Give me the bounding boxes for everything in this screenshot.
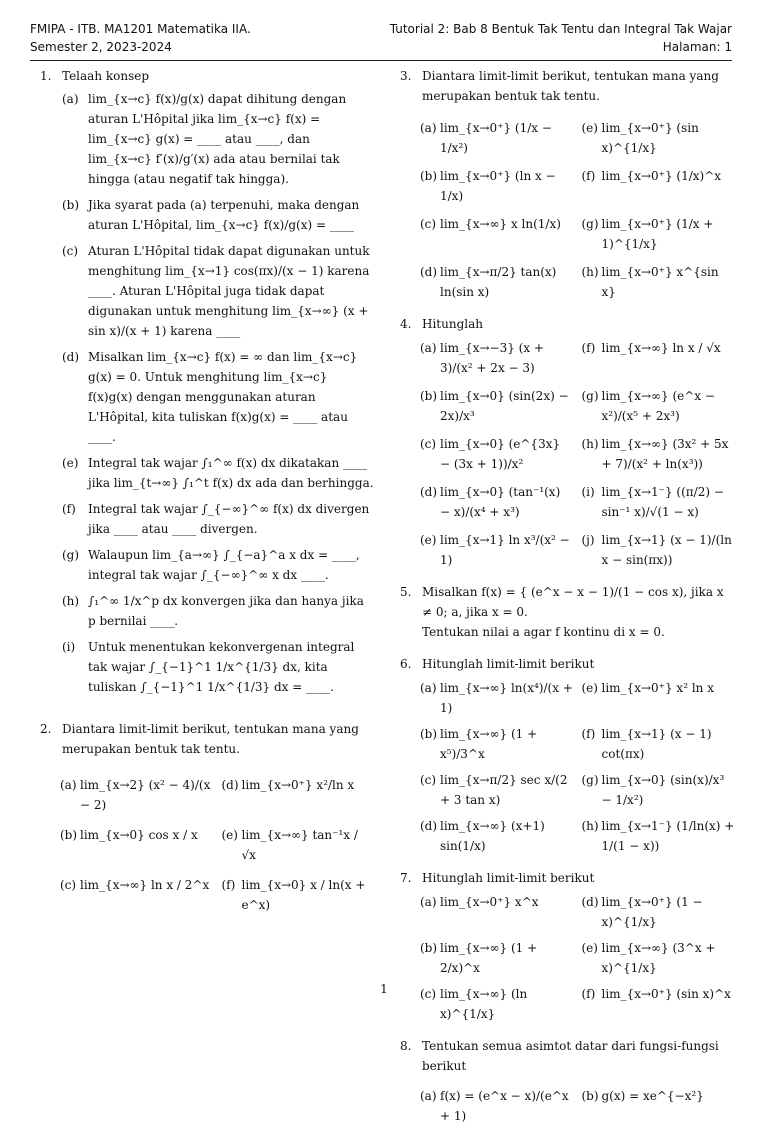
- question-number: 2.: [40, 722, 52, 736]
- limit-grid: [420, 1086, 735, 1126]
- list-item: (d) lim_{x→∞} (x+1) sin(1/x): [420, 819, 545, 853]
- question-1: [40, 66, 375, 697]
- list-item: (f) lim_{x→0} x / ln(x + e^x): [221, 878, 366, 912]
- list-item: (i) lim_{x→1⁻} ((π/2) − sin⁻¹ x)/√(1 − x): [581, 485, 724, 519]
- left-column: [40, 66, 375, 927]
- list-item: (f) Integral tak wajar ∫_{−∞}^∞ f(x) dx divergen jika ____ atau ____ divergen.: [62, 502, 370, 536]
- list-item: (b) lim_{x→0⁺} (ln x − 1/x): [420, 169, 556, 203]
- list-item: (i) Untuk menentukan kekonvergenan integral tak wajar ∫_{−1}^1 1/x^{1/3} dx, kita tuliskan ∫_{−1}^1 1/x^{1/3} dx = ____.: [62, 640, 355, 694]
- page-number: 1: [380, 982, 388, 996]
- list-item: (g) lim_{x→∞} (e^x − x²)/(x⁵ + 2x³): [581, 389, 715, 423]
- header-left: [30, 20, 251, 56]
- question-title: Tentukan semua asimtot datar dari fungsi-fungsi berikut: [422, 1039, 719, 1073]
- limit-grid: [60, 775, 375, 915]
- question-5: [400, 582, 735, 642]
- list-item: (a) lim_{x→0⁺} (1/x − 1/x²): [420, 121, 552, 155]
- list-item: (a) lim_{x→c} f(x)/g(x) dapat dihitung dengan aturan L'Hôpital jika lim_{x→c} f(x) = lim_{x→c} g(x) = ____ atau ____, dan lim_{x→c} f′(x)/g′(x) ada atau bernilai tak hingga (atau negatif tak hingga).: [62, 92, 347, 186]
- limit-grid: [420, 338, 735, 570]
- list-item: (a) f(x) = (e^x − x)/(e^x + 1): [420, 1089, 569, 1123]
- list-item: (c) lim_{x→π/2} sec x/(2 + 3 tan x): [420, 773, 568, 807]
- question-title: Hitunglah: [422, 317, 483, 331]
- list-item: (e) lim_{x→0⁺} (sin x)^{1/x}: [581, 121, 699, 155]
- list-item: (e) lim_{x→0⁺} x² ln x: [581, 681, 714, 695]
- question-6: [400, 654, 735, 856]
- list-item: (f) lim_{x→∞} ln x / √x: [581, 341, 721, 355]
- list-item: (h) ∫₁^∞ 1/x^p dx konvergen jika dan hanya jika p bernilai ____.: [62, 594, 364, 628]
- right-column: [400, 66, 735, 1138]
- list-item: (c) lim_{x→∞} (ln x)^{1/x}: [420, 987, 528, 1021]
- list-item: (a) lim_{x→0⁺} x^x: [420, 895, 539, 909]
- header-right: [390, 20, 732, 56]
- list-item: (h) lim_{x→0⁺} x^{sin x}: [581, 265, 719, 299]
- question-number: 5.: [400, 585, 412, 599]
- question-text: Misalkan f(x) = { (e^x − x − 1)/(1 − cos x), jika x ≠ 0; a, jika x = 0.: [422, 585, 724, 619]
- list-item: (b) g(x) = xe^{−x²}: [581, 1089, 704, 1103]
- question-title: Hitunglah limit-limit berikut: [422, 871, 595, 885]
- course-title: FMIPA - ITB. MA1201 Matematika IIA.: [30, 22, 251, 36]
- limit-grid: [420, 678, 735, 856]
- list-item: (a) lim_{x→−3} (x + 3)/(x² + 2x − 3): [420, 341, 544, 375]
- list-item: (h) lim_{x→1⁻} (1/ln(x) + 1/(1 − x)): [581, 819, 735, 853]
- list-item: (a) lim_{x→∞} ln(x⁴)/(x + 1): [420, 681, 573, 715]
- limit-grid: [420, 892, 735, 1024]
- list-item: (f) lim_{x→0⁺} (1/x)^x: [581, 169, 722, 183]
- semester: Semester 2, 2023-2024: [30, 40, 172, 54]
- question-number: 3.: [400, 69, 412, 83]
- list-item: (j) lim_{x→1} (x − 1)/(ln x − sin(πx)): [581, 533, 732, 567]
- list-item: (e) lim_{x→1} ln x³/(x² − 1): [420, 533, 570, 567]
- list-item: (c) lim_{x→∞} ln x / 2^x: [60, 878, 210, 892]
- list-item: (b) lim_{x→∞} (1 + 2/x)^x: [420, 941, 538, 975]
- question-3: [400, 66, 735, 302]
- list-item: (d) lim_{x→0} (tan⁻¹(x) − x)/(x⁴ + x³): [420, 485, 561, 519]
- list-item: (b) Jika syarat pada (a) terpenuhi, maka dengan aturan L'Hôpital, lim_{x→c} f(x)/g(x) = ____: [62, 198, 360, 232]
- list-item: (c) Aturan L'Hôpital tidak dapat digunakan untuk menghitung lim_{x→1} cos(πx)/(x − 1) karena ____. Aturan L'Hôpital juga tidak dapat digunakan untuk menghitung lim_{x→∞} (x + sin x)/(x + 1) karena ____: [62, 244, 370, 338]
- tutorial-title: Tutorial 2: Bab 8 Bentuk Tak Tentu dan Integral Tak Wajar: [389, 22, 732, 36]
- header-rule: [30, 60, 732, 61]
- list-item: (c) lim_{x→0} (e^{3x} − (3x + 1))/x²: [420, 437, 561, 471]
- list-item: (e) lim_{x→∞} tan⁻¹x / √x: [221, 828, 358, 862]
- question-2: [40, 719, 375, 915]
- page-label: Halaman: 1: [662, 40, 732, 54]
- list-item: (d) Misalkan lim_{x→c} f(x) = ∞ dan lim_{x→c} g(x) = 0. Untuk menghitung lim_{x→c} f(x)g(x) dengan menggunakan aturan L'Hôpital, kita tuliskan f(x)g(x) = ____ atau ____.: [62, 350, 358, 444]
- list-item: (g) lim_{x→0⁺} (1/x + 1)^{1/x}: [581, 217, 714, 251]
- question-title: Diantara limit-limit berikut, tentukan mana yang merupakan bentuk tak tentu.: [422, 69, 719, 103]
- question-title: Hitunglah limit-limit berikut: [422, 657, 595, 671]
- list-item: (b) lim_{x→∞} (1 + x⁵)/3^x: [420, 727, 538, 761]
- question-7: [400, 868, 735, 1024]
- list-item: (c) lim_{x→∞} x ln(1/x): [420, 217, 561, 231]
- list-item: (e) Integral tak wajar ∫₁^∞ f(x) dx dikatakan ____ jika lim_{t→∞} ∫₁^t f(x) dx ada dan berhingga.: [62, 456, 374, 490]
- list-item: (f) lim_{x→0⁺} (sin x)^x: [581, 987, 731, 1001]
- list-item: (d) lim_{x→0⁺} (1 − x)^{1/x}: [581, 895, 703, 929]
- question-number: 7.: [400, 871, 412, 885]
- question-8: [400, 1036, 735, 1126]
- question-number: 1.: [40, 69, 52, 83]
- list-item: (a) lim_{x→2} (x² − 4)/(x − 2): [60, 778, 211, 812]
- question-number: 6.: [400, 657, 412, 671]
- list-item: (d) lim_{x→0⁺} x²/ln x: [221, 778, 355, 792]
- list-item: (f) lim_{x→1} (x − 1) cot(πx): [581, 727, 712, 761]
- list-item: (h) lim_{x→∞} (3x² + 5x + 7)/(x² + ln(x³)): [581, 437, 729, 471]
- list-item: (g) Walaupun lim_{a→∞} ∫_{−a}^a x dx = ____, integral tak wajar ∫_{−∞}^∞ x dx ____.: [62, 548, 360, 582]
- limit-grid: [420, 118, 735, 302]
- list-item: (b) lim_{x→0} cos x / x: [60, 828, 198, 842]
- question-text-2: Tentukan nilai a agar f kontinu di x = 0.: [422, 625, 665, 639]
- list-item: (b) lim_{x→0} (sin(2x) − 2x)/x³: [420, 389, 569, 423]
- question-title: Telaah konsep: [62, 69, 150, 83]
- list-item: (d) lim_{x→π/2} tan(x) ln(sin x): [420, 265, 557, 299]
- question-title: Diantara limit-limit berikut, tentukan mana yang merupakan bentuk tak tentu.: [62, 722, 359, 756]
- list-item: (e) lim_{x→∞} (3^x + x)^{1/x}: [581, 941, 716, 975]
- question-number: 4.: [400, 317, 412, 331]
- list-item: (g) lim_{x→0} (sin(x)/x³ − 1/x²): [581, 773, 725, 807]
- question-4: [400, 314, 735, 570]
- question-number: 8.: [400, 1039, 412, 1053]
